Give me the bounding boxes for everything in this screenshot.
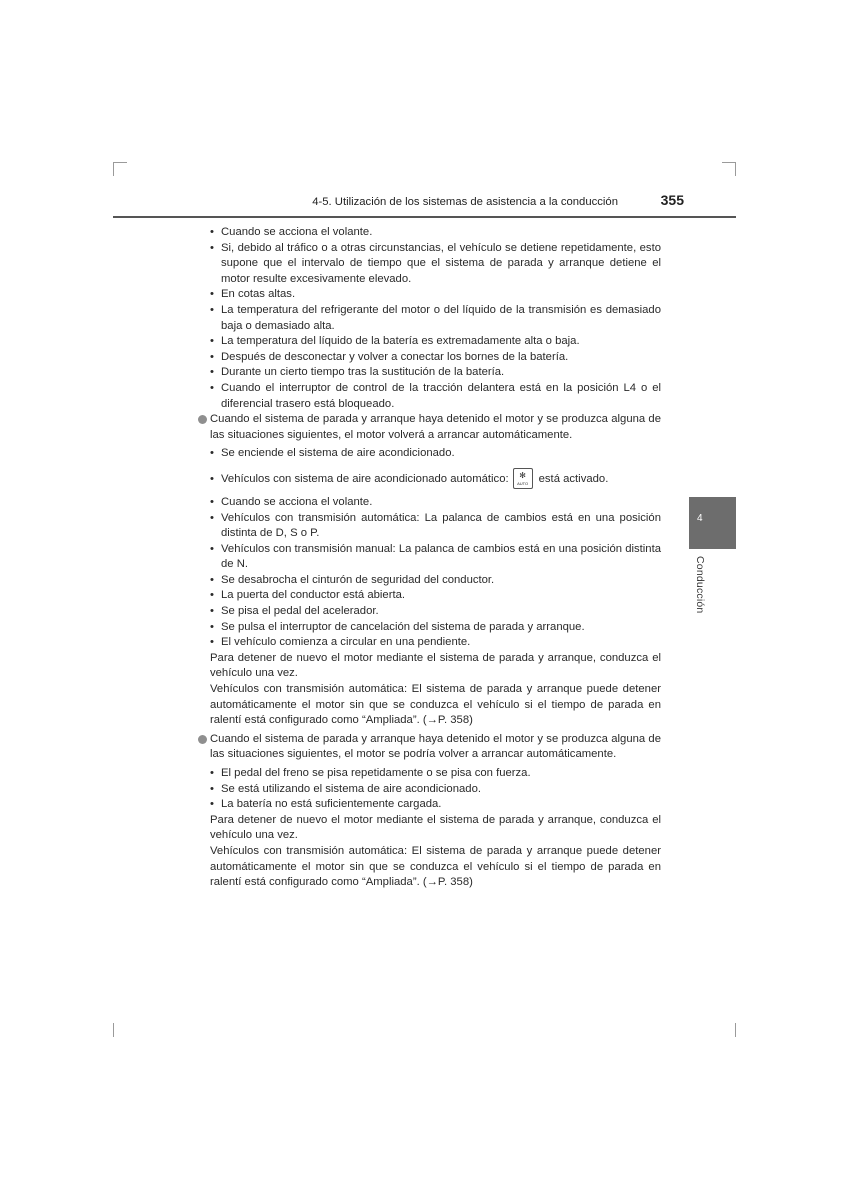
list-item: • La puerta del conductor está abierta. <box>200 588 661 604</box>
crop-mark-bottom-right-v <box>735 1023 736 1037</box>
section-heading-text: Cuando el sistema de parada y arranque haya detenido el motor y se produzca alguna de las situaciones siguientes, el motor volverá a arrancar automáticamente. <box>210 413 661 441</box>
list-item-ac <box>200 467 661 491</box>
paragraph: Vehículos con transmisión automática: El sistema de parada y arranque puede detener automáticamente el motor sin que se conduzca el vehículo si el tiempo de parada en ralentí está configurado como “Ampliada”. (→P. 358) <box>210 683 661 727</box>
crop-mark-top-left-h <box>113 162 127 163</box>
list-item: • Vehículos con transmisión manual: La palanca de cambios está en una posición distinta de N. <box>200 542 661 573</box>
paragraph: Para detener de nuevo el motor mediante el sistema de parada y arranque, conduzca el vehículo una vez. <box>210 651 661 680</box>
list-item: • Se desabrocha el cinturón de seguridad del conductor. <box>200 573 661 589</box>
chapter-number: 4 <box>697 513 703 524</box>
list-item-text: está activado. <box>538 472 609 485</box>
list-item: • La temperatura del líquido de la batería es extremadamente alta o baja. <box>200 334 661 350</box>
list-item: • Después de desconectar y volver a conectar los bornes de la batería. <box>200 350 661 366</box>
paragraph: Vehículos con transmisión automática: El sistema de parada y arranque puede detener automáticamente el motor sin que se conduzca el vehículo si el tiempo de parada en ralentí está configurado como “Ampliada”. (→P. 358) <box>210 844 661 889</box>
list-item: • Durante un cierto tiempo tras la sustitución de la batería. <box>200 365 661 381</box>
list-item: • Cuando se acciona el volante. <box>200 495 661 511</box>
list-item-text: Vehículos con sistema de aire acondicionado automático: <box>221 472 509 485</box>
section-heading-restart <box>200 412 661 443</box>
list-item: • Se enciende el sistema de aire acondicionado. <box>200 446 661 462</box>
bullet-circle-icon <box>198 415 207 424</box>
list-item: • Cuando se acciona el volante. <box>200 225 661 241</box>
main-content <box>200 225 661 891</box>
section-heading-text: Cuando el sistema de parada y arranque haya detenido el motor y se produzca alguna de las situaciones siguientes, el motor se podría volver a arrancar automáticamente. <box>210 732 661 761</box>
chapter-label: Conducción <box>694 556 706 614</box>
crop-mark-top-right-v <box>735 162 736 176</box>
ac-button-text: AUTO <box>517 481 529 487</box>
fan-icon: ✻ <box>519 471 526 481</box>
list-item: • Si, debido al tráfico o a otras circunstancias, el vehículo se detiene repetidamente, esto supone que el intervalo de tiempo que el sistema de parada y arranque detiene el motor resulte excesivamente elevado. <box>200 241 661 288</box>
bullet-circle-icon <box>198 735 207 744</box>
list-item: • La batería no está suficientemente cargada. <box>200 797 661 813</box>
list-item: • Se está utilizando el sistema de aire acondicionado. <box>200 782 661 798</box>
auto-ac-button-icon <box>513 468 533 489</box>
list-item: • Se pisa el pedal del acelerador. <box>200 604 661 620</box>
page-number: 355 <box>660 192 684 208</box>
header-rule <box>113 216 736 218</box>
section-header-title: 4-5. Utilización de los sistemas de asistencia a la conducción <box>312 196 618 208</box>
list-item: • Vehículos con transmisión automática: La palanca de cambios está en una posición distinta de D, S o P. <box>200 511 661 542</box>
crop-mark-bottom-left-v <box>113 1023 114 1037</box>
list-item: • Cuando el interruptor de control de la tracción delantera está en la posición L4 o el diferencial trasero está bloqueado. <box>200 381 661 412</box>
list-item: • El vehículo comienza a circular en una pendiente. <box>200 635 661 651</box>
paragraph: Para detener de nuevo el motor mediante el sistema de parada y arranque, conduzca el vehículo una vez. <box>210 813 661 842</box>
list-item: • En cotas altas. <box>200 287 661 303</box>
crop-mark-top-right-h <box>722 162 736 163</box>
crop-mark-top-left-v <box>113 162 114 176</box>
section-heading-possible-restart <box>200 732 661 763</box>
list-item: • La temperatura del refrigerante del motor o del líquido de la transmisión es demasiado baja o demasiado alta. <box>200 303 661 334</box>
list-item: • Se pulsa el interruptor de cancelación del sistema de parada y arranque. <box>200 620 661 636</box>
list-item: • El pedal del freno se pisa repetidamente o se pisa con fuerza. <box>200 766 661 782</box>
